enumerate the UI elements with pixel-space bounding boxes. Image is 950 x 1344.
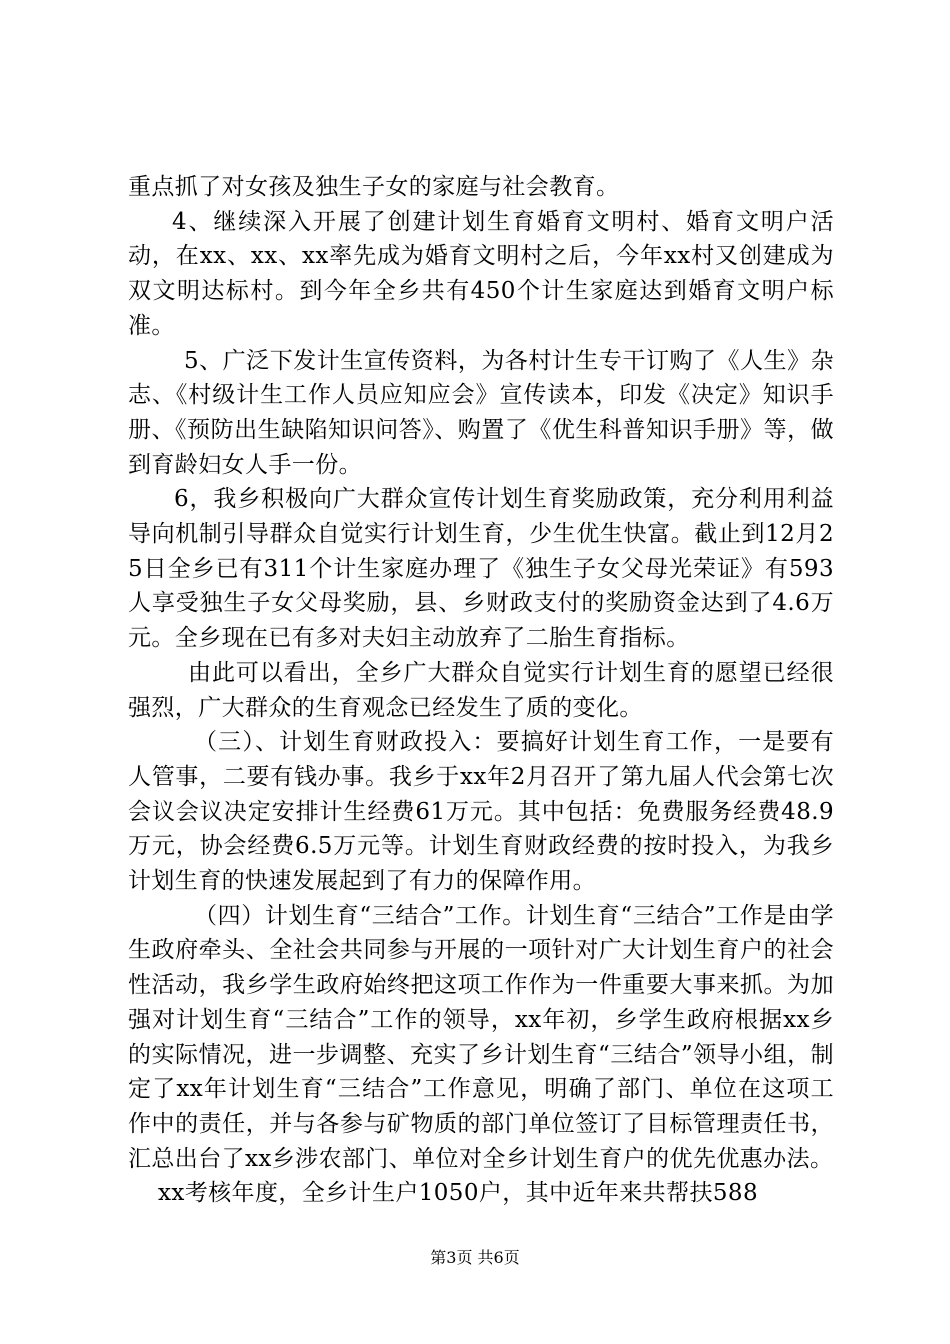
paragraph-section-4: （四）计划生育“三结合”工作。计划生育“三结合”工作是由学生政府牵头、全社会共同参与开展的一项针对广大计划生育户的社会性活动，我乡学生政府始终把这项工作作为一件重要大事来抓。为加强对计划生育“三结合”工作的领导，xx年初，乡学生政府根据xx乡的实际情况，进一步调整、充实了乡计划生育“三结合”领导小组，制定了xx年计划生育“三结合”工作意见，明确了部门、单位在这项工作中的责任，并与各参与矿物质的部门单位签订了目标管理责任书，汇总出台了xx乡涉农部门、单位对全乡计划生育户的优先优惠办法。 xyxy=(128,902,834,1172)
paragraph-assessment: xx考核年度，全乡计生户1050户，其中近年来共帮扶588 xyxy=(158,1180,758,1207)
page-number-footer: 第3页 共6页 xyxy=(430,1248,520,1267)
paragraph-item-6: 6，我乡积极向广大群众宣传计划生育奖励政策，充分利用利益导向机制引导群众自觉实行计划生育，少生优生快富。截止到12月25日全乡已有311个计生家庭办理了《独生子女父母光荣证》有593人享受独生子女父母奖励，县、乡财政支付的奖励资金达到了4.6万元。全乡现在已有多对夫妇主动放弃了二胎生育指标。 xyxy=(128,486,834,652)
document-body xyxy=(128,170,834,1211)
paragraph-item-5: 5、广泛下发计生宣传资料，为各村计生专干订购了《人生》杂志、《村级计生工作人员应知应会》宣传读本，印发《决定》知识手册、《预防出生缺陷知识问答》、购置了《优生科普知识手册》等，做到育龄妇女人手一份。 xyxy=(128,347,834,478)
paragraph-section-3: （三）、计划生育财政投入：要搞好计划生育工作，一是要有人管事，二要有钱办事。我乡于xx年2月召开了第九届人代会第七次会议会议决定安排计生经费61万元。其中包括：免费服务经费48.9万元，协会经费6.5万元等。计划生育财政经费的按时投入，为我乡计划生育的快速发展起到了有力的保障作用。 xyxy=(128,729,834,895)
paragraph-item-4: 4、继续深入开展了创建计划生育婚育文明村、婚育文明户活动，在xx、xx、xx率先成为婚育文明村之后，今年xx村又创建成为双文明达标村。到今年全乡共有450个计生家庭达到婚育文明户标准。 xyxy=(128,208,834,339)
paragraph-conclusion: 由此可以看出，全乡广大群众自觉实行计划生育的愿望已经很强烈，广大群众的生育观念已经发生了质的变化。 xyxy=(128,659,834,721)
paragraph-continuation: 重点抓了对女孩及独生子女的家庭与社会教育。 xyxy=(128,174,620,200)
